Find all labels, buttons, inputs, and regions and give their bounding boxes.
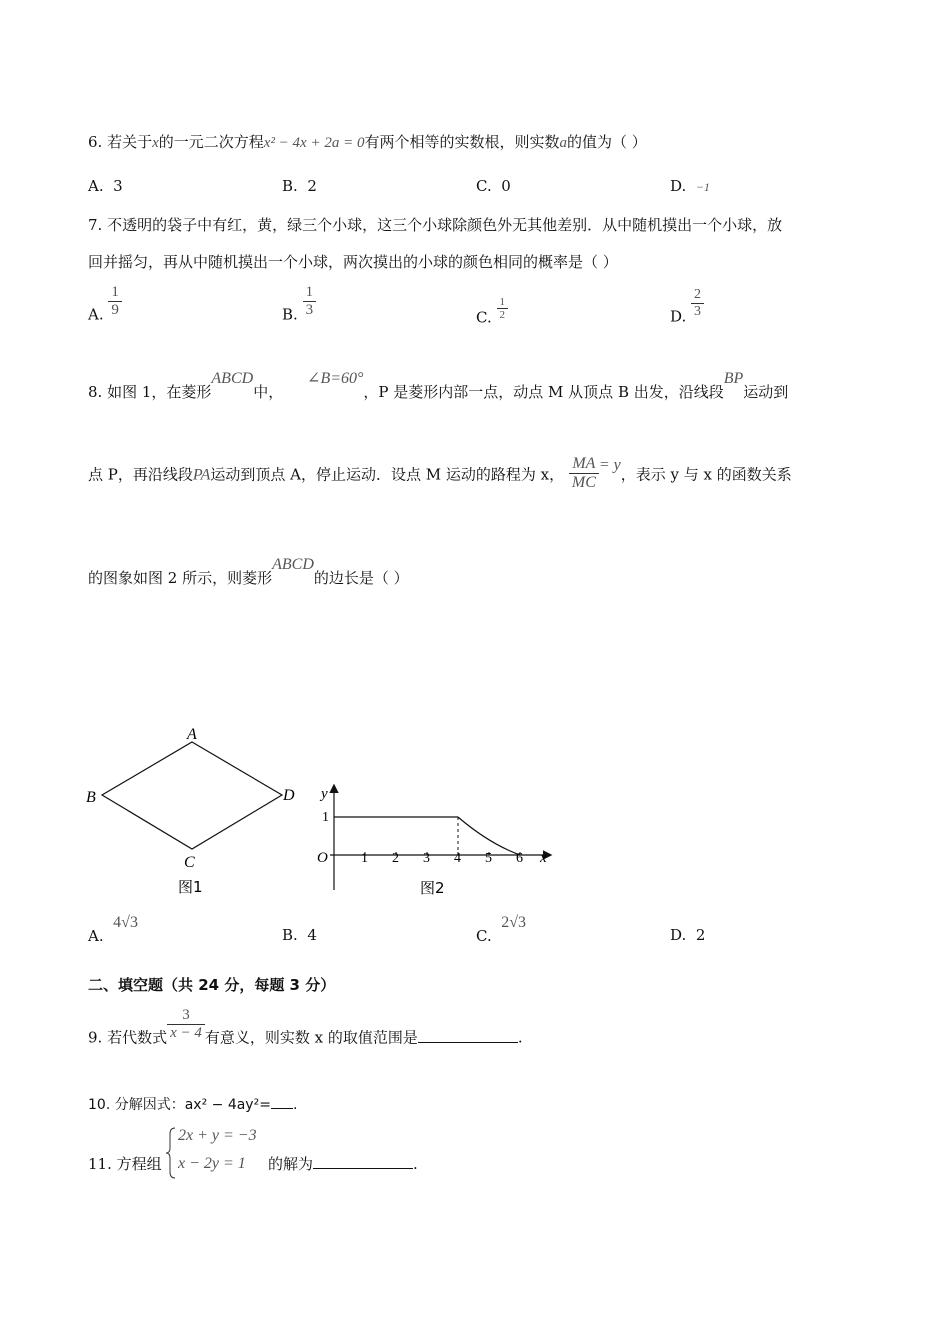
x-tick-label-1: 1	[361, 851, 368, 866]
vertex-c-label: C	[184, 854, 195, 871]
q8-option-c[interactable]: C. 2√3	[476, 914, 527, 945]
q7-option-b[interactable]: B. $\frac{1}{3}$	[282, 284, 316, 324]
y-axis-label: y	[321, 786, 328, 802]
q9-fraction: $\frac{3}{x - 4}$	[167, 1007, 205, 1042]
q11-equation-2: x − 2y = 1	[178, 1155, 246, 1172]
origin-label: O	[317, 850, 328, 866]
y-tick-1: 1	[322, 810, 329, 825]
q8-abcd: ABCD	[211, 370, 254, 387]
q11-equation-1: 2x + y = −3	[178, 1127, 257, 1144]
q10-stem: 10. 分解因式：ax² − 4ay²= .	[88, 1094, 297, 1114]
q7-option-c[interactable]: C. $\frac{1}{2}$	[476, 296, 508, 327]
section-2-title: 二、填空题（共 24 分，每题 3 分）	[88, 976, 336, 994]
q6-var-x: x	[152, 135, 159, 151]
figure-1-caption: 图1	[178, 878, 203, 896]
q6-option-b[interactable]: B. 2	[282, 177, 317, 195]
q10-answer-blank[interactable]	[271, 1094, 293, 1109]
q8-stem-line3: 的图象如图 2 所示，则菱形ABCD的边长是（ ）	[88, 556, 409, 587]
q7-stem-line2: 回并摇匀，再从中随机摸出一个小球，两次摸出的小球的颜色相同的概率是（ ）	[88, 253, 618, 271]
x-tick-label-6: 6	[516, 851, 523, 866]
q8-stem-line2: 点 P，再沿线段PA运动到顶点 A，停止运动．设点 M 运动的路程为 x， $\frac{MA}{MC}$ = y，表示 y 与 x 的函数关系	[88, 455, 792, 491]
q6-var-a: a	[559, 135, 567, 151]
q8-angle: ∠B=60°	[307, 370, 364, 387]
q9-answer-blank[interactable]	[418, 1028, 518, 1043]
q9-stem: 9. 若代数式 $\frac{3}{x - 4}$ 有意义，则实数 x 的取值范围是 .	[88, 1007, 523, 1047]
q11-stem-suffix: 的解为 .	[268, 1155, 418, 1173]
graph-decreasing-curve	[458, 817, 520, 855]
figure-2-graph	[310, 780, 560, 900]
q8-ratio-fraction: $\frac{MA}{MC}$	[569, 455, 599, 492]
x-ticks	[361, 851, 523, 866]
q7-option-a[interactable]: A. $\frac{1}{9}$	[88, 284, 122, 324]
x-tick-label-2: 2	[392, 851, 399, 866]
q7-option-d[interactable]: D. $\frac{2}{3}$	[670, 287, 704, 326]
x-tick-label-5: 5	[485, 851, 492, 866]
figure-1-rhombus	[80, 720, 310, 900]
q8-option-b[interactable]: B. 4	[282, 926, 317, 944]
vertex-a-label: A	[187, 726, 197, 743]
x-tick-label-4: 4	[454, 851, 461, 866]
x-tick-label-3: 3	[423, 851, 430, 866]
x-axis-label: x	[540, 850, 547, 866]
rhombus-shape	[102, 742, 282, 849]
q11-system-brace	[166, 1126, 176, 1180]
q8-option-a[interactable]: A. 4√3	[88, 914, 138, 945]
figure-2-caption: 图2	[420, 879, 445, 897]
vertex-d-label: D	[283, 787, 295, 804]
q8-bp: BP	[723, 370, 744, 387]
q8-pa: PA	[192, 466, 211, 484]
vertex-b-label: B	[86, 789, 96, 806]
q6-equation: x² − 4x + 2a = 0	[263, 135, 365, 151]
q6-option-c[interactable]: C. 0	[476, 177, 511, 195]
q11-stem-prefix: 11. 方程组	[88, 1155, 162, 1173]
q6-stem: 6. 若关于x的一元二次方程x² − 4x + 2a = 0有两个相等的实数根，则实数a的值为（ ）	[88, 133, 647, 151]
q8-option-d[interactable]: D. 2	[670, 926, 706, 944]
q6-option-d[interactable]: D. −1	[670, 177, 710, 195]
q6-option-a[interactable]: A. 3	[88, 177, 123, 195]
q7-stem-line1: 7. 不透明的袋子中有红，黄，绿三个小球，这三个小球除颜色外无其他差别．从中随机摸出一个小球，放	[88, 216, 783, 234]
q8-stem-line1: 8. 如图 1，在菱形ABCD中， ∠B=60°，P 是菱形内部一点，动点 M 从顶点 B 出发，沿线段BP运动到	[88, 370, 789, 401]
q11-answer-blank[interactable]	[313, 1154, 413, 1169]
